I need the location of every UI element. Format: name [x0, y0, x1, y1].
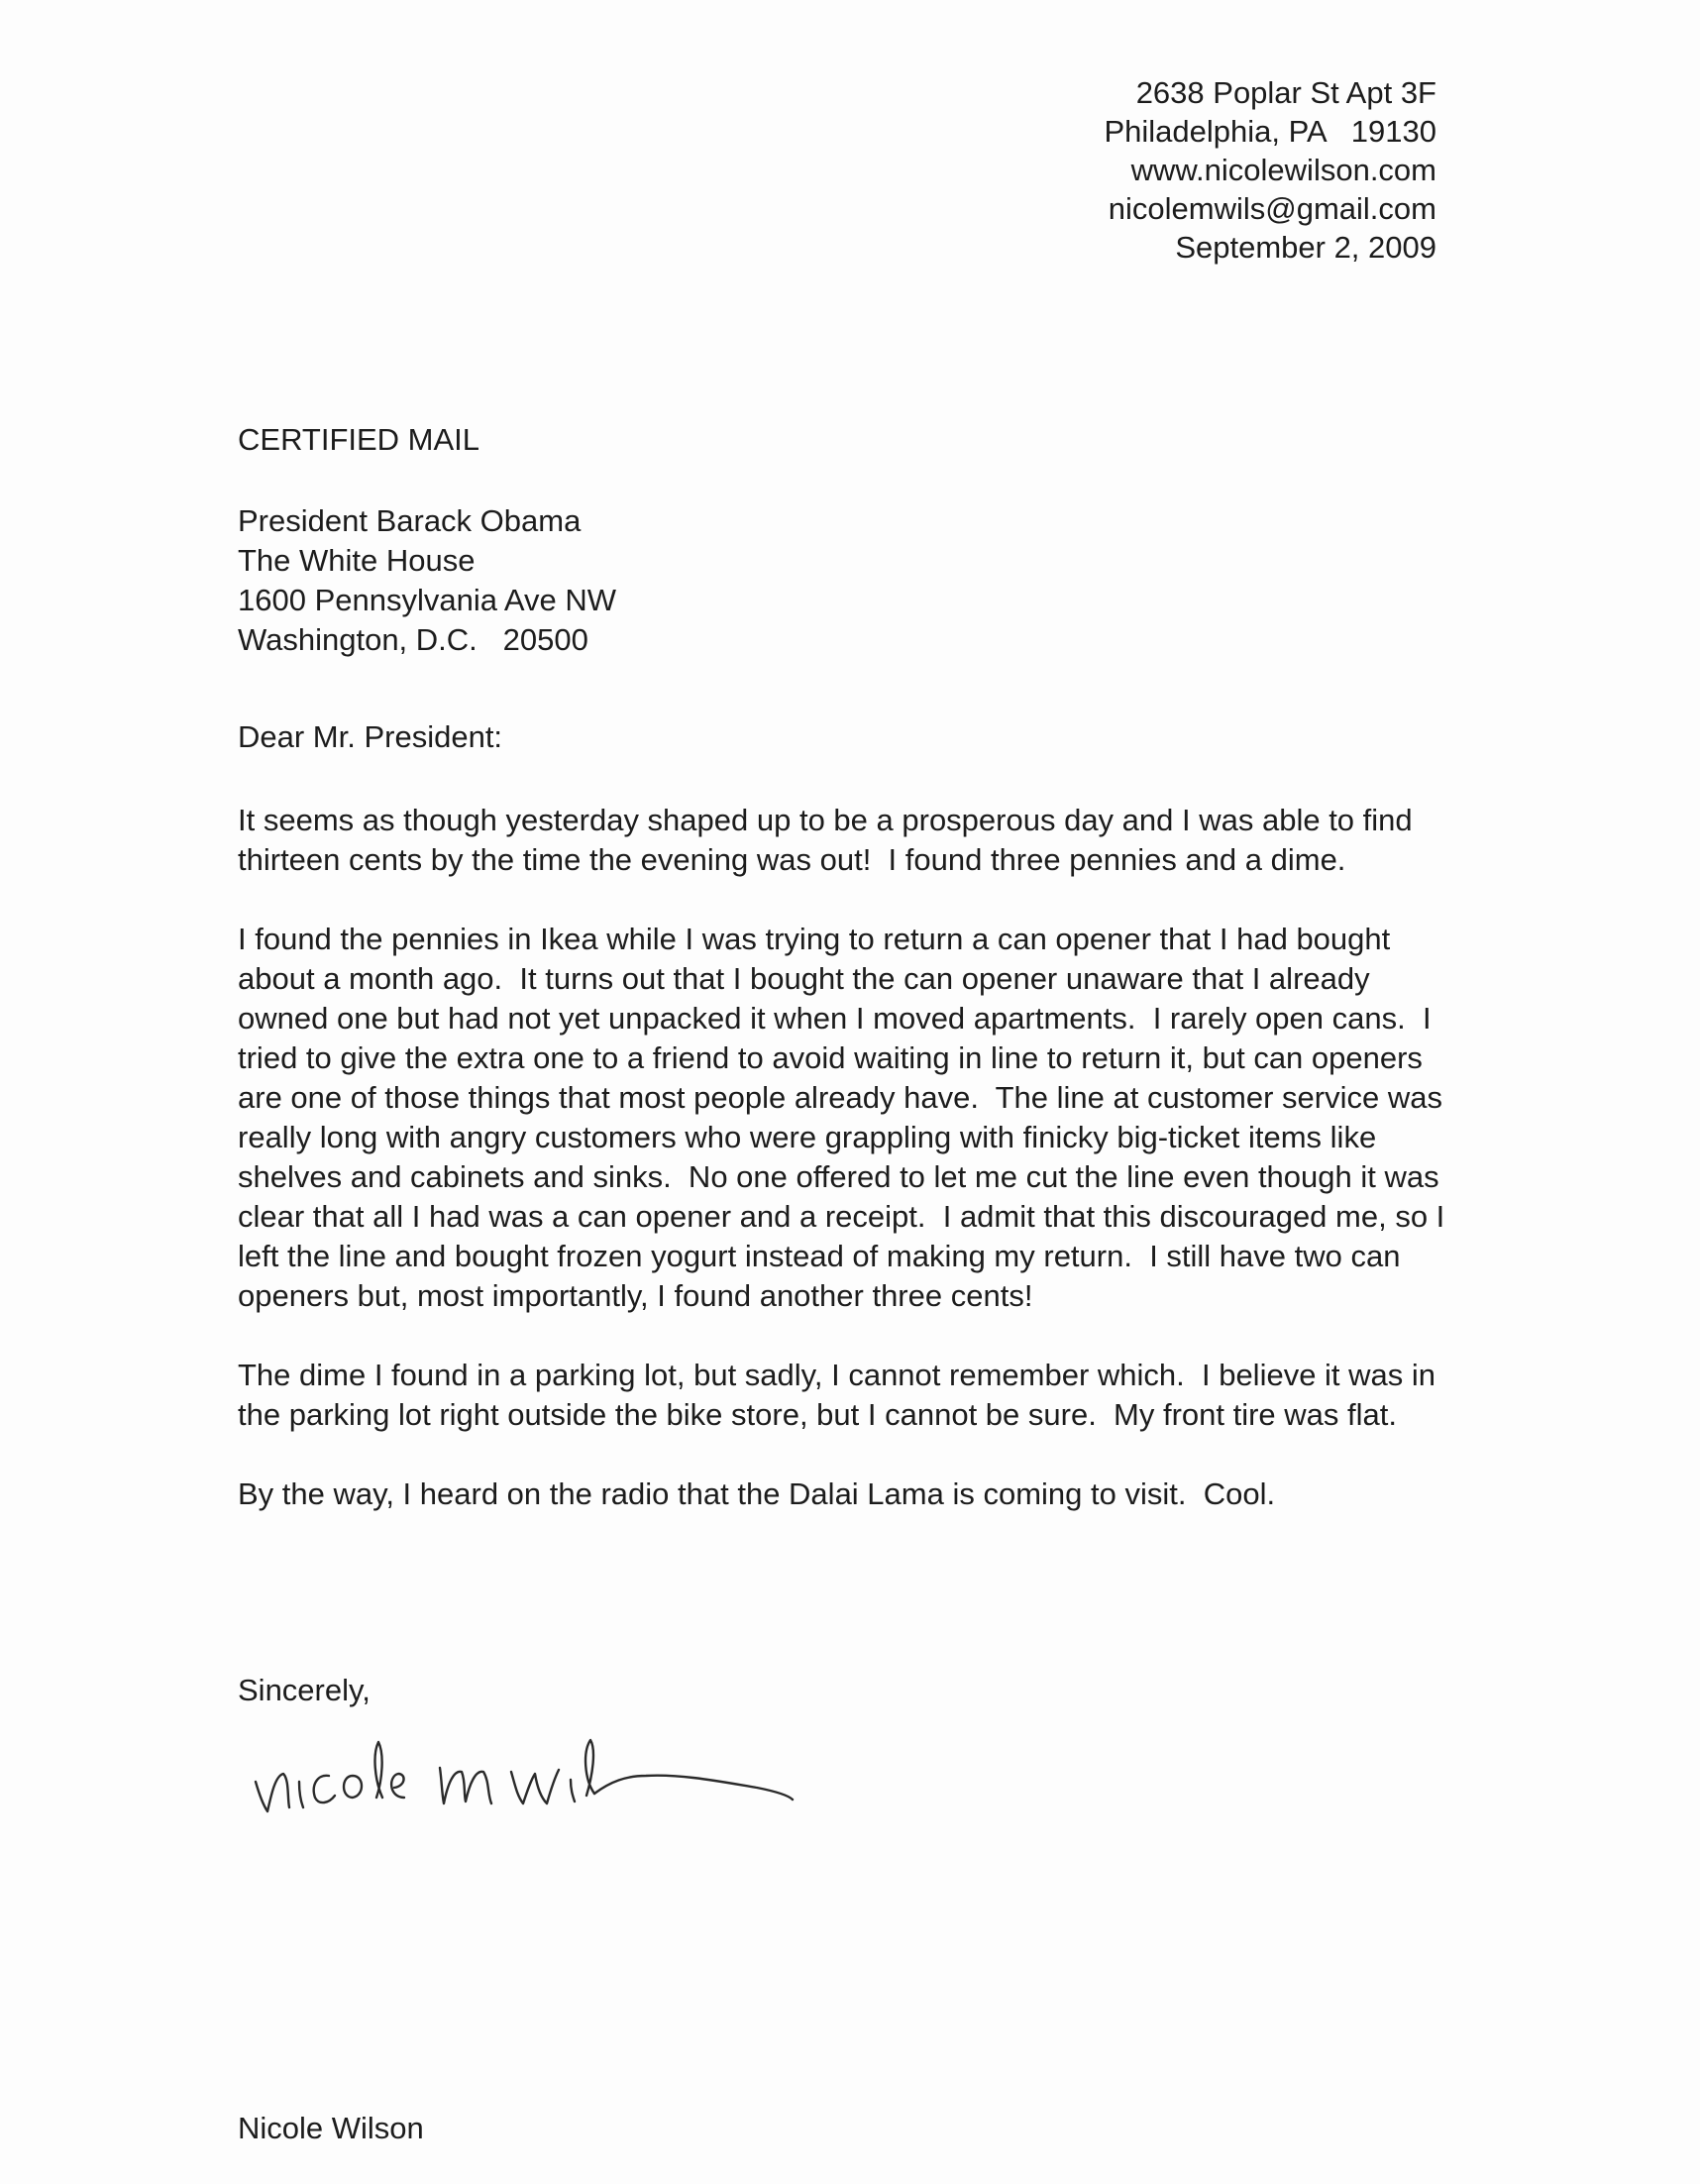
handwritten-signature [246, 1724, 800, 1833]
recipient-organization: The White House [238, 543, 476, 578]
letter-date: September 2, 2009 [1175, 230, 1436, 265]
sender-website: www.nicolewilson.com [1130, 153, 1436, 187]
recipient-name: President Barack Obama [238, 503, 582, 538]
recipient-street: 1600 Pennsylvania Ave NW [238, 583, 616, 617]
mail-type: CERTIFIED MAIL [238, 422, 480, 457]
recipient-city-state-zip: Washington, D.C. 20500 [238, 622, 588, 657]
recipient-address [238, 501, 1476, 660]
body-paragraph-2: I found the pennies in Ikea while I was trying to return a can opener that I had bought about a month ago. It turns out that I bought the can opener unaware that I already owned one but had not yet unpacked it when I moved apartments. I rarely open cans. I tried to give the extra one to a friend to avoid waiting in line to return it, but can openers are one of those things that most people already have. The line at customer service was really long with angry customers who were grappling with finicky big-ticket items like shelves and cabinets and sinks. No one offered to let me cut the line even though it was clear that all I had was a can opener and a receipt. I admit that this discouraged me, so I left the line and bought frozen yogurt instead of making my return. I still have two can openers but, most importantly, I found another three cents! [238, 922, 1453, 1313]
letter-body [238, 801, 1466, 1554]
body-paragraph-3: The dime I found in a parking lot, but sadly, I cannot remember which. I believe it was in the parking lot right outside the bike store, but I cannot be sure. My front tire was flat. [238, 1358, 1444, 1432]
closing: Sincerely, [238, 1673, 371, 1707]
body-paragraph-4: By the way, I heard on the radio that the Dalai Lama is coming to visit. Cool. [238, 1476, 1276, 1511]
body-paragraph-1: It seems as though yesterday shaped up to be a prosperous day and I was able to find thirteen cents by the time the evening was out! I found three pennies and a dime. [238, 803, 1422, 877]
sender-city-state-zip: Philadelphia, PA 19130 [1104, 114, 1436, 149]
salutation: Dear Mr. President: [238, 719, 503, 754]
printed-name: Nicole Wilson [238, 2111, 424, 2145]
sender-email: nicolemwils@gmail.com [1108, 191, 1436, 226]
sender-address [882, 73, 1436, 267]
sender-street: 2638 Poplar St Apt 3F [1135, 75, 1436, 110]
